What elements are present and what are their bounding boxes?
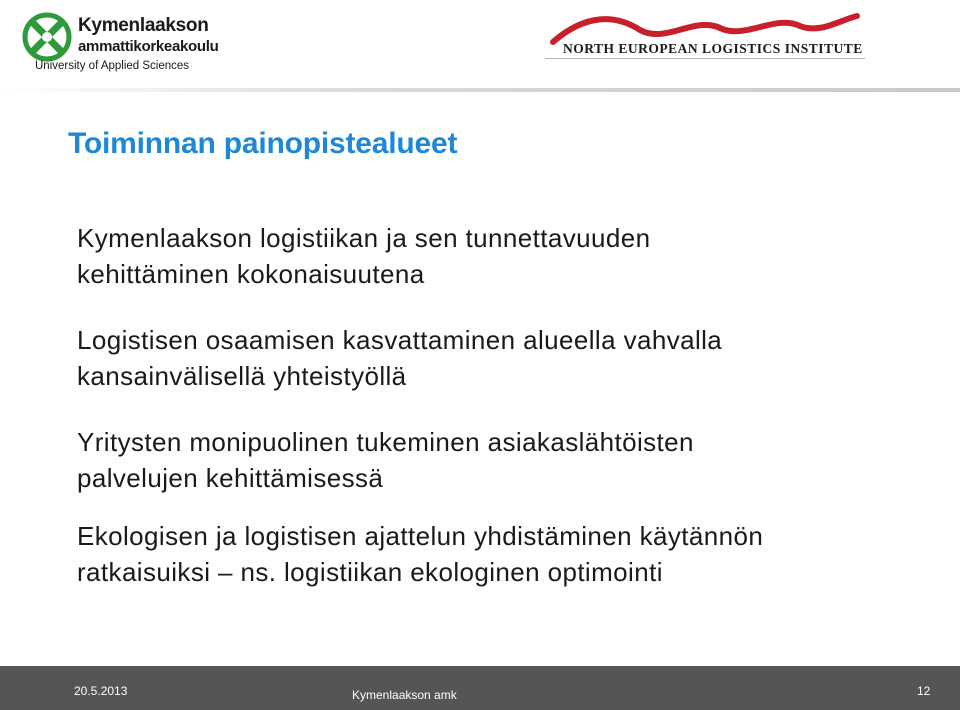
kyamk-logo — [22, 12, 219, 76]
bullet-line: Yritysten monipuolinen tukeminen asiakaslähtöisten — [77, 427, 694, 457]
slide-header — [0, 0, 960, 90]
bullet-line: kehittäminen kokonaisuutena — [77, 259, 425, 289]
bullet-item — [77, 322, 937, 394]
footer-date: 20.5.2013 — [74, 684, 128, 698]
slide-title: Toiminnan painopistealueet — [68, 127, 458, 160]
bullet-line: palvelujen kehittämisessä — [77, 463, 384, 493]
kyamk-emblem-icon — [22, 12, 72, 62]
bullet-list — [77, 220, 937, 620]
neli-underline — [545, 58, 865, 59]
footer-organization: Kymenlaakson amk — [352, 688, 457, 702]
page-number: 12 — [917, 684, 931, 698]
neli-logo — [545, 8, 865, 64]
kyamk-name-line2: ammattikorkeakoulu — [78, 38, 219, 55]
slide-footer — [0, 666, 960, 710]
bullet-item — [77, 424, 937, 496]
kyamk-name-line1: Kymenlaakson — [78, 15, 209, 36]
bullet-item — [77, 220, 937, 292]
kyamk-name-line3: University of Applied Sciences — [35, 60, 190, 72]
bullet-line: kansainvälisellä yhteistyöllä — [77, 361, 407, 391]
bullet-line: Logistisen osaamisen kasvattaminen alueella vahvalla — [77, 325, 723, 355]
bullet-line: Ekologisen ja logistisen ajattelun yhdistäminen käytännön — [77, 521, 764, 551]
neli-name: NORTH EUROPEAN LOGISTICS INSTITUTE — [563, 41, 863, 56]
header-divider — [0, 88, 960, 92]
bullet-line: ratkaisuiksi – ns. logistiikan ekologinen optimointi — [77, 557, 663, 587]
bullet-item — [77, 518, 937, 590]
bullet-line: Kymenlaakson logistiikan ja sen tunnettavuuden — [77, 223, 651, 253]
